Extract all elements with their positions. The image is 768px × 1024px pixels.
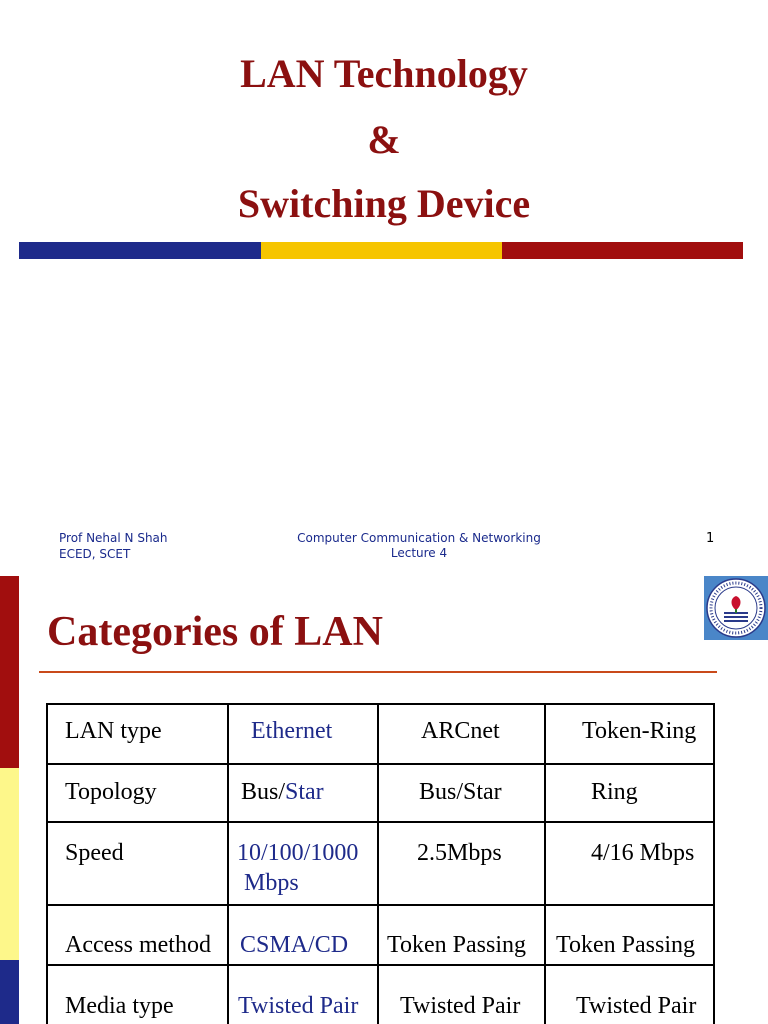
ethernet-speed-line-2: Mbps (244, 870, 299, 896)
arcnet-cell: 2.5Mbps (417, 840, 502, 866)
side-bar-yellow (0, 768, 19, 960)
slide-title-line-2: & (367, 117, 401, 162)
row-label: Topology (65, 779, 157, 805)
table-row-divider (46, 821, 714, 823)
title-underline (39, 671, 717, 673)
arcnet-cell: Twisted Pair (400, 993, 521, 1019)
side-bar-blue (0, 960, 19, 1024)
ethernet-topology-bus: Bus/ (241, 779, 286, 805)
footer-lecture: Lecture 4 (390, 546, 448, 560)
content-slide (0, 576, 768, 1024)
ethernet-cell: Ethernet (251, 718, 333, 744)
table-row-divider (46, 763, 714, 765)
token-ring-cell: Ring (591, 779, 638, 805)
row-label: Access method (65, 932, 211, 958)
table-border-top (46, 703, 714, 705)
stripe-blue (19, 242, 261, 259)
table-col-divider (544, 703, 546, 1024)
table-col-divider (377, 703, 379, 1024)
ethernet-cell (241, 777, 324, 807)
stripe-red (502, 242, 743, 259)
row-label: Speed (65, 840, 124, 866)
arcnet-cell: ARCnet (421, 718, 500, 744)
slide-title-line-1: LAN Technology (240, 51, 528, 96)
slide-title: Categories of LAN (47, 609, 383, 655)
footer-course: Computer Communication & Networking (297, 531, 541, 545)
stripe-yellow (261, 242, 502, 259)
table-row-divider (46, 964, 714, 966)
table-row-divider (46, 904, 714, 906)
arcnet-cell: Token Passing (387, 932, 526, 958)
footer-page-number: 1 (706, 531, 715, 546)
token-ring-cell: Token Passing (556, 932, 695, 958)
token-ring-cell: 4/16 Mbps (591, 840, 695, 866)
footer-author: Prof Nehal N Shah (59, 531, 168, 545)
row-label: LAN type (65, 718, 162, 744)
ethernet-topology-star: Star (285, 779, 324, 805)
token-ring-cell: Token-Ring (582, 718, 697, 744)
token-ring-cell: Twisted Pair (576, 993, 697, 1019)
side-bar-red (0, 576, 19, 768)
college-seal-icon (704, 576, 768, 640)
footer-department: ECED, SCET (59, 547, 131, 561)
row-label: Media type (65, 993, 174, 1019)
arcnet-cell: Bus/Star (419, 779, 502, 805)
table-col-divider (227, 703, 229, 1024)
ethernet-cell: Twisted Pair (238, 993, 359, 1019)
table-border-left (46, 703, 48, 1024)
table-border-right (713, 703, 715, 1024)
ethernet-cell: CSMA/CD (240, 932, 349, 958)
ethernet-speed-line-1: 10/100/1000 (237, 840, 359, 866)
slide-title-line-3: Switching Device (237, 181, 531, 226)
